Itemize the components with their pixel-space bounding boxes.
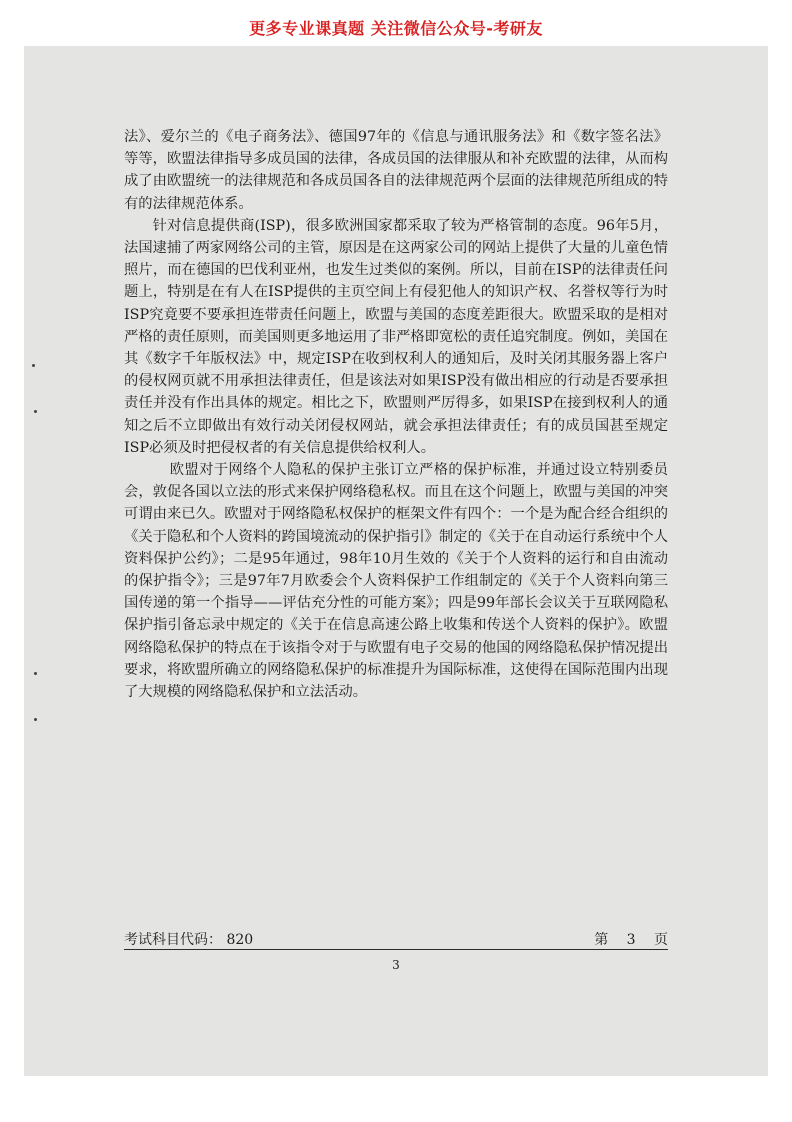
scanned-exam-page [24, 46, 768, 1076]
wechat-promo-banner: 更多专业课真题 关注微信公众号-考研友 [249, 19, 543, 38]
exam-body-text [124, 126, 668, 703]
subject-code-value: 820 [226, 932, 254, 948]
page-footer [124, 927, 668, 950]
paragraph-2: 针对信息提供商(ISP)，很多欧洲国家都采取了较为严格管制的态度。96年5月，法国逮捕了两家网络公司的主管，原因是在这两家公司的网站上提供了大量的儿童色情照片，而在德国的巴伐利亚州，也发生过类似的案例。所以，目前在ISP的法律责任问题上，特别是在有人在ISP提供的主页空间上有侵犯他人的知识产权、名誉权等行为时ISP究竟要不要承担连带责任问题上，欧盟与美国的态度差距很大。欧盟采取的是相对严格的责任原则，而美国则更多地运用了非严格即宽松的责任追究制度。例如，美国在其《数字千年版权法》中，规定ISP在收到权利人的通知后，及时关闭其服务器上客户的侵权网页就不用承担法律责任，但是该法对如果ISP没有做出相应的行动是否要承担责任并没有作出具体的规定。相比之下，欧盟则严厉得多，如果ISP在接到权利人的通知之后不立即做出有效行动关闭侵权网站，就会承担法律责任；有的成员国甚至规定ISP必须及时把侵权者的有关信息提供给权利人。 [124, 217, 668, 456]
subject-code [124, 929, 253, 949]
subject-code-label: 考试科目代码： [124, 932, 222, 948]
scan-speck [34, 718, 37, 721]
scan-speck [32, 364, 35, 367]
page-indicator: 第 3 页 [594, 932, 668, 948]
scan-speck [34, 410, 37, 413]
paragraph-3: 欧盟对于网络个人隐私的保护主张订立严格的保护标准，并通过设立特别委员会，敦促各国以立法的形式来保护网络稳私权。而且在这个问题上，欧盟与美国的冲突可谓由来已久。欧盟对于网络隐私权保护的框架文件有四个：一个是为配合经合组织的《关于隐私和个人资料的跨国境流动的保护指引》制定的《关于在自动运行系统中个人资料保护公约》；二是95年通过，98年10月生效的《关于个人资料的运行和自由流动的保护指令》；三是97年7月欧委会个人资料保护工作组制定的《关于个人资料向第三国传递的第一个指导——评估充分性的可能方案》；四是99年部长会议关于互联网隐私保护指引备忘录中规定的《关于在信息高速公路上收集和传送个人资料的保护》。欧盟网络隐私保护的特点在于该指令对于与欧盟有电子交易的他国的网络隐私保护情况提出要求，将欧盟所确立的网络隐私保护的标准提升为国际标准，这使得在国际范围内出现了大规模的网络隐私保护和立法活动。 [124, 462, 668, 701]
paragraph-1: 法》、爱尔兰的《电子商务法》、德国97年的《信息与通讯服务法》和《数字签名法》等等，欧盟法律指导多成员国的法律，各成员国的法律服从和补充欧盟的法律，从而构成了由欧盟统一的法律规范和各成员国各自的法律规范两个层面的法律规范所组成的特有的法律规范体系。 [124, 129, 668, 212]
page-number: 3 [392, 958, 400, 972]
scan-speck [34, 672, 37, 675]
